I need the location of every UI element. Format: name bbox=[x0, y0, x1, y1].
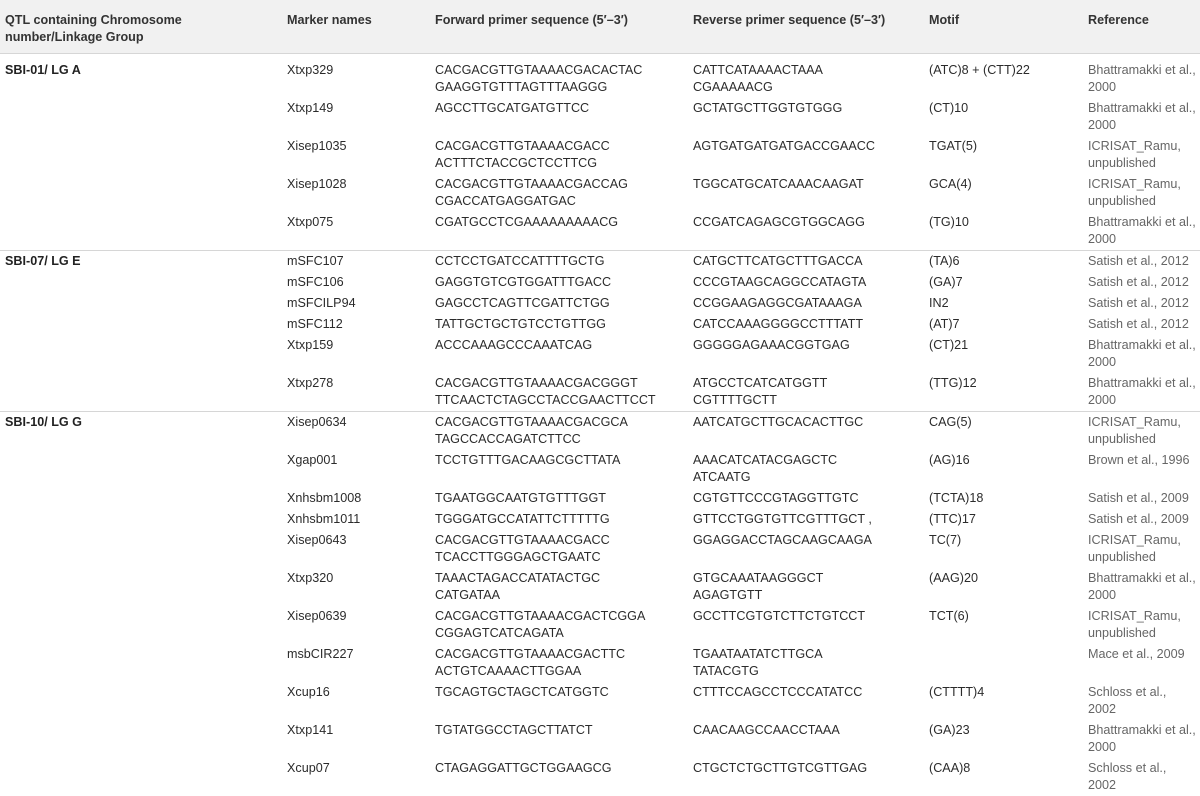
forward-primer bbox=[431, 644, 689, 682]
groups.2.rows.1.reverse-line: AAACATCATACGAGCTC bbox=[693, 453, 837, 467]
groups.2.rows.9.forward-line: TGTATGGCCTAGCTTATCT bbox=[435, 723, 593, 737]
groups.0.rows.3.reference-line: ICRISAT_Ramu, bbox=[1088, 177, 1181, 191]
table-row bbox=[0, 373, 1200, 412]
reverse-primer bbox=[689, 758, 925, 796]
groups.2.rows.0.forward-line: CACGACGTTGTAAAACGACGCA bbox=[435, 415, 628, 429]
groups.0.rows.2.forward-line: ACTTTCTACCGCTCCTTCG bbox=[435, 156, 597, 170]
forward-primer bbox=[431, 335, 689, 373]
reverse-primer bbox=[689, 412, 925, 451]
table-row bbox=[0, 251, 1200, 273]
groups.0.rows.2.reference-line: unpublished bbox=[1088, 156, 1156, 170]
groups.2.rows.2.reverse-line: CGTGTTCCCGTAGGTTGTC bbox=[693, 491, 859, 505]
header-forward: Forward primer sequence (5′–3′) bbox=[431, 0, 689, 54]
table-row bbox=[0, 335, 1200, 373]
table-row bbox=[0, 758, 1200, 796]
forward-primer bbox=[431, 758, 689, 796]
groups.0.rows.1.reference-line: 2000 bbox=[1088, 118, 1116, 132]
table-row bbox=[0, 272, 1200, 293]
marker-name: mSFCILP94 bbox=[283, 293, 431, 314]
groups.1.rows.2.forward-line: GAGCCTCAGTTCGATTCTGG bbox=[435, 296, 610, 310]
groups.1.rows.3.reference-line: Satish et al., 2012 bbox=[1088, 317, 1189, 331]
motif: CAG(5) bbox=[925, 412, 1084, 451]
forward-primer bbox=[431, 54, 689, 99]
marker-name: mSFC106 bbox=[283, 272, 431, 293]
marker-name: Xisep1035 bbox=[283, 136, 431, 174]
table-row bbox=[0, 98, 1200, 136]
reverse-primer bbox=[689, 509, 925, 530]
groups.1.rows.0.reference-line: Satish et al., 2012 bbox=[1088, 254, 1189, 268]
groups.1.rows.4.reference-line: 2000 bbox=[1088, 355, 1116, 369]
marker-name: mSFC112 bbox=[283, 314, 431, 335]
marker-name: Xisep0639 bbox=[283, 606, 431, 644]
qtl-group-cell bbox=[0, 174, 283, 212]
groups.0.rows.4.forward-line: CGATGCCTCGAAAAAAAAACG bbox=[435, 215, 618, 229]
table-row bbox=[0, 412, 1200, 451]
reverse-primer bbox=[689, 174, 925, 212]
groups.2.rows.4.forward-line: CACGACGTTGTAAAACGACC bbox=[435, 533, 610, 547]
groups.0.rows.4.reference-line: Bhattramakki et al., bbox=[1088, 215, 1196, 229]
header-reverse: Reverse primer sequence (5′–3′) bbox=[689, 0, 925, 54]
reverse-primer bbox=[689, 54, 925, 99]
motif: (TA)6 bbox=[925, 251, 1084, 273]
reverse-primer bbox=[689, 212, 925, 251]
table-row bbox=[0, 509, 1200, 530]
groups.2.rows.4.reference-line: ICRISAT_Ramu, bbox=[1088, 533, 1181, 547]
groups.0.rows.1.reverse-line: GCTATGCTTGGTGTGGG bbox=[693, 101, 842, 115]
motif: (CT)21 bbox=[925, 335, 1084, 373]
groups.2.rows.1.forward-line: TCCTGTTTGACAAGCGCTTATA bbox=[435, 453, 620, 467]
reference bbox=[1084, 568, 1200, 606]
reference bbox=[1084, 758, 1200, 796]
groups.2.rows.2.reference-line: Satish et al., 2009 bbox=[1088, 491, 1189, 505]
forward-primer bbox=[431, 509, 689, 530]
motif: (AAG)20 bbox=[925, 568, 1084, 606]
motif: (ATC)8 + (CTT)22 bbox=[925, 54, 1084, 99]
groups.1.rows.5.reference-line: Bhattramakki et al., bbox=[1088, 376, 1196, 390]
marker-name: Xgap001 bbox=[283, 450, 431, 488]
motif: (CAA)8 bbox=[925, 758, 1084, 796]
groups.0.rows.2.reverse-line: AGTGATGATGATGACCGAACC bbox=[693, 139, 875, 153]
marker-name: Xtxp320 bbox=[283, 568, 431, 606]
marker-name: Xisep1028 bbox=[283, 174, 431, 212]
forward-primer bbox=[431, 136, 689, 174]
forward-primer bbox=[431, 314, 689, 335]
reference bbox=[1084, 335, 1200, 373]
marker-name: msbCIR227 bbox=[283, 644, 431, 682]
qtl-group-cell bbox=[0, 530, 283, 568]
motif: (TTC)17 bbox=[925, 509, 1084, 530]
groups.0.rows.0.reference-line: Bhattramakki et al., bbox=[1088, 63, 1196, 77]
groups.2.rows.5.forward-line: CATGATAA bbox=[435, 588, 500, 602]
table-row bbox=[0, 293, 1200, 314]
groups.2.rows.8.forward-line: TGCAGTGCTAGCTCATGGTC bbox=[435, 685, 609, 699]
groups.2.rows.10.forward-line: CTAGAGGATTGCTGGAAGCG bbox=[435, 761, 612, 775]
table-row bbox=[0, 54, 1200, 99]
motif: (TCTA)18 bbox=[925, 488, 1084, 509]
groups.2.rows.2.forward-line: TGAATGGCAATGTGTTTGGT bbox=[435, 491, 606, 505]
groups.2.rows.8.reverse-line: CTTTCCAGCCTCCCATATCC bbox=[693, 685, 862, 699]
groups.0.rows.2.forward-line: CACGACGTTGTAAAACGACC bbox=[435, 139, 610, 153]
groups.1.rows.4.reference-line: Bhattramakki et al., bbox=[1088, 338, 1196, 352]
reference bbox=[1084, 293, 1200, 314]
groups.2.rows.0.reference-line: unpublished bbox=[1088, 432, 1156, 446]
groups.2.rows.0.reverse-line: AATCATGCTTGCACACTTGC bbox=[693, 415, 863, 429]
reference bbox=[1084, 373, 1200, 412]
reference bbox=[1084, 509, 1200, 530]
reference bbox=[1084, 272, 1200, 293]
groups.0.rows.0.reference-line: 2000 bbox=[1088, 80, 1116, 94]
groups.2.rows.5.forward-line: TAAACTAGACCATATACTGC bbox=[435, 571, 600, 585]
reference bbox=[1084, 720, 1200, 758]
groups.2.rows.5.reference-line: 2000 bbox=[1088, 588, 1116, 602]
groups.1.rows.5.reverse-line: CGTTTTGCTT bbox=[693, 393, 777, 407]
qtl-group-cell bbox=[0, 314, 283, 335]
marker-name: Xtxp278 bbox=[283, 373, 431, 412]
table-row bbox=[0, 314, 1200, 335]
reference bbox=[1084, 412, 1200, 451]
reverse-primer bbox=[689, 488, 925, 509]
groups.1.rows.5.reverse-line: ATGCCTCATCATGGTT bbox=[693, 376, 827, 390]
groups.0.rows.4.reverse-line: CCGATCAGAGCGTGGCAGG bbox=[693, 215, 865, 229]
reference bbox=[1084, 54, 1200, 99]
reverse-primer bbox=[689, 450, 925, 488]
groups.1.rows.5.forward-line: CACGACGTTGTAAAACGACGGGT bbox=[435, 376, 638, 390]
forward-primer bbox=[431, 212, 689, 251]
qtl-group-cell bbox=[0, 212, 283, 251]
qtl-group-cell bbox=[0, 568, 283, 606]
reverse-primer bbox=[689, 682, 925, 720]
groups.2.rows.4.reverse-line: GGAGGACCTAGCAAGCAAGA bbox=[693, 533, 872, 547]
motif: TCT(6) bbox=[925, 606, 1084, 644]
groups.1.rows.1.reverse-line: CCCGTAAGCAGGCCATAGTA bbox=[693, 275, 866, 289]
groups.2.rows.3.forward-line: TGGGATGCCATATTCTTTTTG bbox=[435, 512, 610, 526]
groups.2.rows.0.forward-line: TAGCCACCAGATCTTCC bbox=[435, 432, 581, 446]
groups.2.rows.7.forward-line: ACTGTCAAAACTTGGAA bbox=[435, 664, 581, 678]
groups.2.rows.9.reverse-line: CAACAAGCCAACCTAAA bbox=[693, 723, 840, 737]
groups.1.rows.1.forward-line: GAGGTGTCGTGGATTTGACC bbox=[435, 275, 611, 289]
groups.0.rows.0.forward-line: GAAGGTGTTTAGTTTAAGGG bbox=[435, 80, 607, 94]
groups.2.rows.1.reference-line: Brown et al., 1996 bbox=[1088, 453, 1190, 467]
groups.1.rows.5.reference-line: 2000 bbox=[1088, 393, 1116, 407]
groups.0.rows.3.forward-line: CGACCATGAGGATGAC bbox=[435, 194, 576, 208]
groups.2.rows.7.reverse-line: TATACGTG bbox=[693, 664, 759, 678]
qtl-group-cell bbox=[0, 644, 283, 682]
table-row bbox=[0, 488, 1200, 509]
qtl-group-cell bbox=[0, 509, 283, 530]
groups.2.rows.7.forward-line: CACGACGTTGTAAAACGACTTC bbox=[435, 647, 625, 661]
motif: (GA)7 bbox=[925, 272, 1084, 293]
marker-name: Xtxp149 bbox=[283, 98, 431, 136]
groups.0.rows.3.reverse-line: TGGCATGCATCAAACAAGAT bbox=[693, 177, 864, 191]
groups.0.rows.3.forward-line: CACGACGTTGTAAAACGACCAG bbox=[435, 177, 628, 191]
groups.2.rows.6.forward-line: CACGACGTTGTAAAACGACTCGGA bbox=[435, 609, 645, 623]
reverse-primer bbox=[689, 335, 925, 373]
groups.2.rows.10.reference-line: Schloss et al., 2002 bbox=[1088, 761, 1166, 792]
marker-name: Xnhsbm1011 bbox=[283, 509, 431, 530]
forward-primer bbox=[431, 293, 689, 314]
reference bbox=[1084, 450, 1200, 488]
forward-primer bbox=[431, 98, 689, 136]
qtl-group-cell bbox=[0, 450, 283, 488]
groups.0.rows.3.reference-line: unpublished bbox=[1088, 194, 1156, 208]
reverse-primer bbox=[689, 314, 925, 335]
qtl-group-cell bbox=[0, 335, 283, 373]
qtl-group-cell bbox=[0, 136, 283, 174]
forward-primer bbox=[431, 174, 689, 212]
groups.2.rows.6.forward-line: CGGAGTCATCAGATA bbox=[435, 626, 564, 640]
motif: (GA)23 bbox=[925, 720, 1084, 758]
reverse-primer bbox=[689, 568, 925, 606]
motif: (AT)7 bbox=[925, 314, 1084, 335]
marker-name: mSFC107 bbox=[283, 251, 431, 273]
table-row bbox=[0, 136, 1200, 174]
reference bbox=[1084, 251, 1200, 273]
groups.1.rows.2.reverse-line: CCGGAAGAGGCGATAAAGA bbox=[693, 296, 862, 310]
groups.1.rows.4.forward-line: ACCCAAAGCCCAAATCAG bbox=[435, 338, 592, 352]
reverse-primer bbox=[689, 644, 925, 682]
groups.2.rows.5.reverse-line: AGAGTGTT bbox=[693, 588, 762, 602]
qtl-group-cell bbox=[0, 606, 283, 644]
groups.2.rows.10.reverse-line: CTGCTCTGCTTGTCGTTGAG bbox=[693, 761, 867, 775]
groups.0.rows.0.forward-line: CACGACGTTGTAAAACGACACTAC bbox=[435, 63, 642, 77]
reference bbox=[1084, 488, 1200, 509]
motif: (TG)10 bbox=[925, 212, 1084, 251]
reverse-primer bbox=[689, 720, 925, 758]
groups.1.rows.4.reverse-line: GGGGGAGAAACGGTGAG bbox=[693, 338, 850, 352]
reference bbox=[1084, 136, 1200, 174]
marker-name: Xtxp159 bbox=[283, 335, 431, 373]
motif: TC(7) bbox=[925, 530, 1084, 568]
reverse-primer bbox=[689, 373, 925, 412]
table-header bbox=[0, 0, 1200, 54]
reverse-primer bbox=[689, 606, 925, 644]
table-row bbox=[0, 720, 1200, 758]
forward-primer bbox=[431, 272, 689, 293]
marker-name: Xisep0643 bbox=[283, 530, 431, 568]
reference bbox=[1084, 314, 1200, 335]
groups.2.rows.3.reference-line: Satish et al., 2009 bbox=[1088, 512, 1189, 526]
groups.2.rows.7.reverse-line: TGAATAATATCTTGCA bbox=[693, 647, 823, 661]
forward-primer bbox=[431, 450, 689, 488]
groups.0.rows.0.reverse-line: CATTCATAAAACTAAA bbox=[693, 63, 823, 77]
reverse-primer bbox=[689, 272, 925, 293]
header-marker: Marker names bbox=[283, 0, 431, 54]
marker-name: Xcup07 bbox=[283, 758, 431, 796]
reference bbox=[1084, 530, 1200, 568]
table-row bbox=[0, 644, 1200, 682]
motif bbox=[925, 644, 1084, 682]
forward-primer bbox=[431, 606, 689, 644]
marker-name: Xisep0634 bbox=[283, 412, 431, 451]
groups.2.rows.6.reference-line: unpublished bbox=[1088, 626, 1156, 640]
marker-name: Xcup16 bbox=[283, 682, 431, 720]
qtl-group-cell bbox=[0, 293, 283, 314]
motif: (CT)10 bbox=[925, 98, 1084, 136]
forward-primer bbox=[431, 488, 689, 509]
groups.1.rows.0.reverse-line: CATGCTTCATGCTTTGACCA bbox=[693, 254, 863, 268]
qtl-group-cell bbox=[0, 488, 283, 509]
groups.1.rows.1.reference-line: Satish et al., 2012 bbox=[1088, 275, 1189, 289]
groups.2.rows.0.reference-line: ICRISAT_Ramu, bbox=[1088, 415, 1181, 429]
reference bbox=[1084, 174, 1200, 212]
marker-name: Xtxp141 bbox=[283, 720, 431, 758]
reverse-primer bbox=[689, 293, 925, 314]
groups.2.rows.9.reference-line: Bhattramakki et al., bbox=[1088, 723, 1196, 737]
groups.2.rows.6.reverse-line: GCCTTCGTGTCTTCTGTCCT bbox=[693, 609, 865, 623]
groups.2.rows.4.forward-line: TCACCTTGGGAGCTGAATC bbox=[435, 550, 601, 564]
groups.0.rows.0.reverse-line: CGAAAAACG bbox=[693, 80, 773, 94]
table-row bbox=[0, 450, 1200, 488]
reference bbox=[1084, 98, 1200, 136]
table-row bbox=[0, 212, 1200, 251]
qtl-group-label: SBI-07/ LG E bbox=[0, 251, 283, 273]
reference bbox=[1084, 212, 1200, 251]
qtl-group-cell bbox=[0, 98, 283, 136]
qtl-group-cell bbox=[0, 373, 283, 412]
forward-primer bbox=[431, 720, 689, 758]
motif: (AG)16 bbox=[925, 450, 1084, 488]
marker-name: Xtxp329 bbox=[283, 54, 431, 99]
groups.2.rows.5.reference-line: Bhattramakki et al., bbox=[1088, 571, 1196, 585]
groups.2.rows.1.reverse-line: ATCAATG bbox=[693, 470, 751, 484]
motif: (TTG)12 bbox=[925, 373, 1084, 412]
forward-primer bbox=[431, 568, 689, 606]
groups.2.rows.3.reverse-line: GTTCCTGGTGTTCGTTTGCT , bbox=[693, 512, 872, 526]
table-body bbox=[0, 54, 1200, 796]
groups.0.rows.2.reference-line: ICRISAT_Ramu, bbox=[1088, 139, 1181, 153]
reference bbox=[1084, 682, 1200, 720]
reverse-primer bbox=[689, 136, 925, 174]
qtl-group-label: SBI-01/ LG A bbox=[0, 54, 283, 99]
marker-name: Xtxp075 bbox=[283, 212, 431, 251]
groups.1.rows.3.reverse-line: CATCCAAAGGGGCCTTTATT bbox=[693, 317, 863, 331]
groups.0.rows.4.reference-line: 2000 bbox=[1088, 232, 1116, 246]
qtl-group-label: SBI-10/ LG G bbox=[0, 412, 283, 451]
qtl-group-cell bbox=[0, 272, 283, 293]
groups.1.rows.2.reference-line: Satish et al., 2012 bbox=[1088, 296, 1189, 310]
reference bbox=[1084, 644, 1200, 682]
forward-primer bbox=[431, 530, 689, 568]
groups.2.rows.8.reference-line: Schloss et al., 2002 bbox=[1088, 685, 1166, 716]
groups.0.rows.1.forward-line: AGCCTTGCATGATGTTCC bbox=[435, 101, 589, 115]
reverse-primer bbox=[689, 98, 925, 136]
groups.2.rows.6.reference-line: ICRISAT_Ramu, bbox=[1088, 609, 1181, 623]
header-motif: Motif bbox=[925, 0, 1084, 54]
table-row bbox=[0, 606, 1200, 644]
motif: IN2 bbox=[925, 293, 1084, 314]
reverse-primer bbox=[689, 251, 925, 273]
groups.2.rows.5.reverse-line: GTGCAAATAAGGGCT bbox=[693, 571, 823, 585]
table-row bbox=[0, 530, 1200, 568]
motif: GCA(4) bbox=[925, 174, 1084, 212]
forward-primer bbox=[431, 682, 689, 720]
table-row bbox=[0, 682, 1200, 720]
qtl-group-cell bbox=[0, 720, 283, 758]
qtl-group-cell bbox=[0, 682, 283, 720]
header-qtl: QTL containing Chromosome number/Linkage Group bbox=[0, 0, 283, 54]
groups.0.rows.1.reference-line: Bhattramakki et al., bbox=[1088, 101, 1196, 115]
groups.2.rows.9.reference-line: 2000 bbox=[1088, 740, 1116, 754]
header-reference: Reference bbox=[1084, 0, 1200, 54]
forward-primer bbox=[431, 373, 689, 412]
motif: (CTTTT)4 bbox=[925, 682, 1084, 720]
groups.1.rows.3.forward-line: TATTGCTGCTGTCCTGTTGG bbox=[435, 317, 606, 331]
motif: TGAT(5) bbox=[925, 136, 1084, 174]
groups.2.rows.7.reference-line: Mace et al., 2009 bbox=[1088, 647, 1185, 661]
groups.1.rows.5.forward-line: TTCAACTCTAGCCTACCGAACTTCCT bbox=[435, 393, 656, 407]
forward-primer bbox=[431, 412, 689, 451]
forward-primer bbox=[431, 251, 689, 273]
qtl-group-cell bbox=[0, 758, 283, 796]
table-row bbox=[0, 174, 1200, 212]
marker-name: Xnhsbm1008 bbox=[283, 488, 431, 509]
groups.1.rows.0.forward-line: CCTCCTGATCCATTTTGCTG bbox=[435, 254, 605, 268]
table-row bbox=[0, 568, 1200, 606]
reverse-primer bbox=[689, 530, 925, 568]
reference bbox=[1084, 606, 1200, 644]
groups.2.rows.4.reference-line: unpublished bbox=[1088, 550, 1156, 564]
